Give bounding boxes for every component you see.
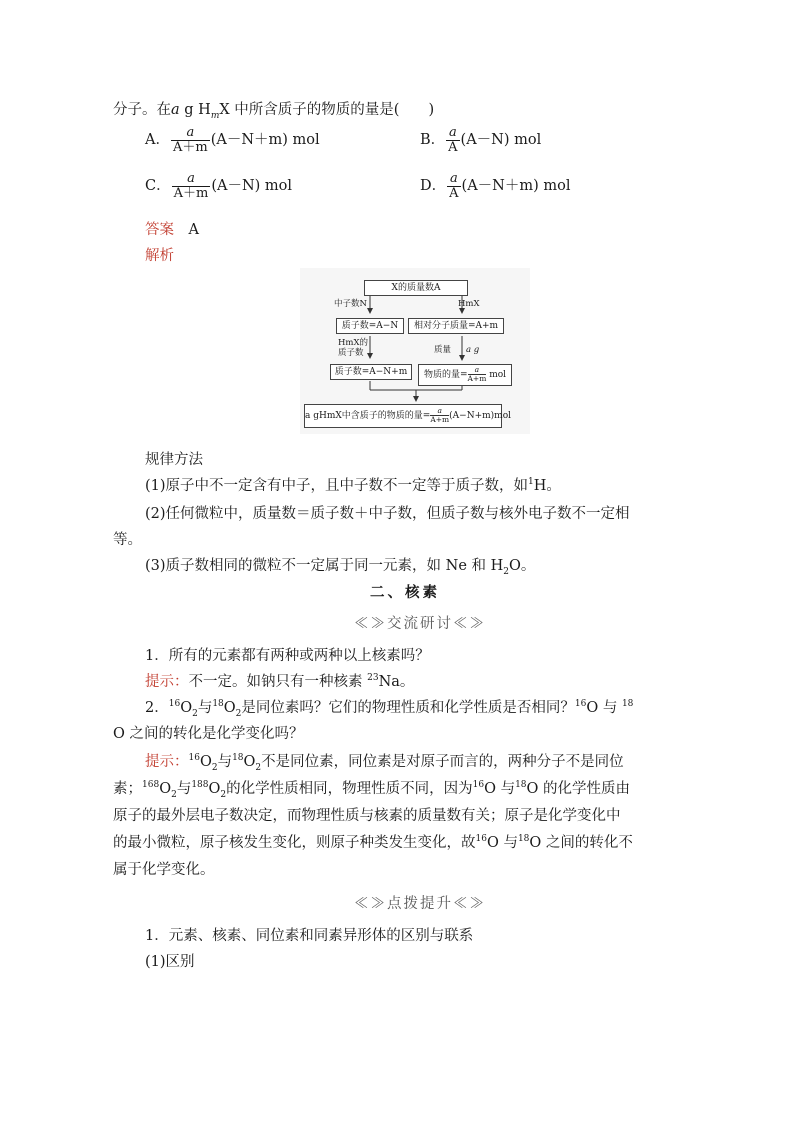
flow-hmx-protons-box: 质子数=A−N+m: [330, 364, 412, 380]
question-1: 1．所有的元素都有两种或两种以上核素吗？: [145, 648, 430, 664]
section-title: 二、核素: [370, 584, 440, 601]
question-2-line-1: 2．$^{16}O_2$与$^{18}O_2$是同位素吗？它们的物理性质和化学性质是否相同？$^{16}$O 与 $^{18}$: [145, 699, 634, 719]
hint-1-label: 提示：: [145, 674, 189, 690]
analysis-label: 解析: [145, 248, 174, 264]
option-c: C． $\frac{a}{A+m}$ (A－N) mol: [145, 171, 293, 201]
flow-relative-mass-box: 相对分子质量=A+m: [408, 318, 504, 334]
hint-2-line-1: 提示：$^{16}O_2$与$^{18}O_2$不是同位素，同位素是对原子而言的，两种分子不是同位: [145, 753, 624, 773]
point-1-sub: (1)区别: [145, 954, 195, 970]
flow-result-box: a gHmX中含质子的物质的量= $\frac{a}{A+m}$ (A−N+m)mol: [304, 404, 502, 428]
flow-hmx-label: HmX: [458, 299, 480, 309]
rule-item-3: (3)质子数相同的微粒不一定属于同一元素，如 Ne 和 $H_2O$。: [145, 558, 536, 577]
question-2-line-2: O 之间的转化是化学变化吗？: [113, 726, 304, 742]
answer-label: 答案: [145, 222, 174, 238]
banner-tips: ≪≫点拨提升≪≫: [354, 896, 486, 912]
flow-hmx-proton-label-1: HmX的: [338, 338, 369, 348]
point-1: 1．元素、核素、同位素和同素异形体的区别与联系: [145, 928, 474, 944]
flow-mass-number-box: X的质量数A: [364, 280, 468, 296]
flowchart: [300, 268, 530, 434]
flow-mass-label: 质量: [434, 345, 452, 355]
flow-proton-number-box: 质子数=A−N: [336, 318, 404, 334]
flow-hmx-proton-label-2: 质子数: [338, 348, 364, 358]
flow-amount-box: 物质的量= $\frac{a}{A+m}$ mol: [418, 364, 512, 386]
answer-value: A: [188, 222, 199, 238]
flow-neutron-label: 中子数N: [334, 299, 367, 309]
flow-mass-value: a g: [466, 345, 480, 355]
hint-2-line-3: 原子的最外层电子数决定，而物理性质与核素的质量数有关；原子是化学变化中: [113, 808, 621, 824]
option-b: B． $\frac{a}{A}$ (A－N) mol: [420, 125, 542, 155]
hint-2-line-2: 素；$^{168}O_2$与$^{188}O_2$的化学性质相同，物理性质不同，因为$^{16}$O 与$^{18}$O 的化学性质由: [113, 780, 631, 800]
hint-2-line-4: 的最小微粒，原子核发生变化，则原子种类发生变化，故$^{16}$O 与$^{18}$O 之间的转化不: [113, 834, 633, 851]
rules-title: 规律方法: [145, 452, 203, 468]
hint-1: 提示：不一定。如钠只有一种核素 $^{23}$Na。: [145, 673, 415, 690]
banner-discussion: ≪≫交流研讨≪≫: [354, 616, 486, 632]
hint-2-label: 提示：: [145, 754, 189, 770]
answer-line: [145, 218, 199, 239]
option-a: A． $\frac{a}{A+m}$ (A－N＋m) mol: [145, 125, 320, 155]
question-stem: 分子。在a g $H_mX$ 中所含质子的物质的量是( ): [113, 102, 435, 121]
rule-item-2-line-1: (2)任何微粒中，质量数＝质子数＋中子数，但质子数与核外电子数不一定相: [145, 506, 630, 522]
rule-item-1: (1)原子中不一定含有中子，且中子数不一定等于质子数，如$^1$H。: [145, 477, 561, 494]
hint-2-line-5: 属于化学变化。: [113, 862, 215, 878]
rule-item-2-line-2: 等。: [113, 532, 142, 548]
option-d: D． $\frac{a}{A}$ (A－N＋m) mol: [420, 171, 571, 201]
